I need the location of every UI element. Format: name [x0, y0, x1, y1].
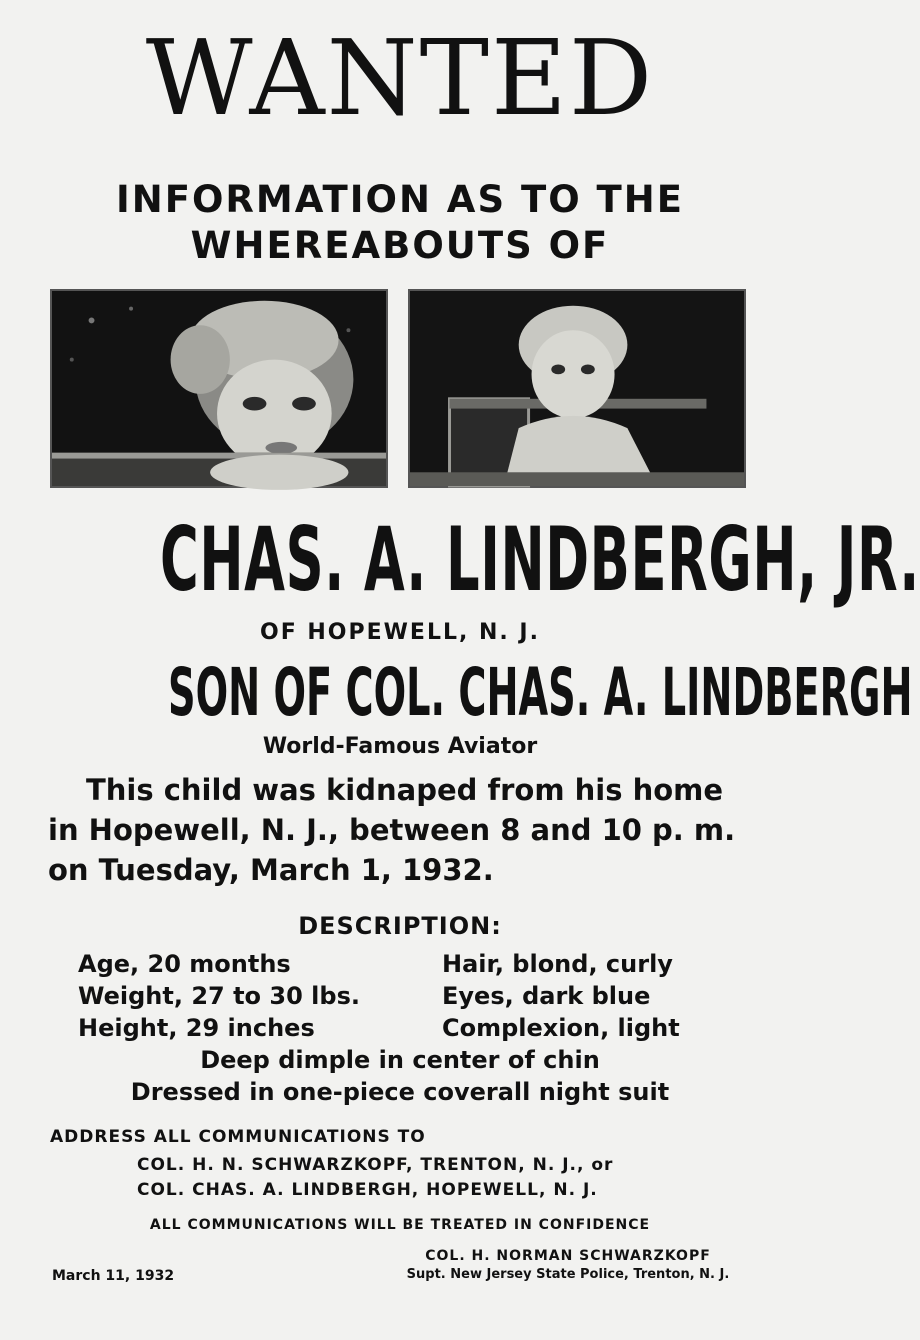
- poster-headline: WANTED: [145, 17, 655, 139]
- description-title: DESCRIPTION:: [298, 912, 502, 940]
- parent-line: SON OF COL. CHAS. A. LINDBERGH: [168, 654, 913, 731]
- child-photo-seated: [408, 289, 746, 488]
- description-complexion: Complexion, light: [442, 1014, 680, 1042]
- description-eyes: Eyes, dark blue: [442, 982, 651, 1010]
- child-seated-photo-image: [410, 291, 744, 486]
- subhead-line-2: WHEREABOUTS OF: [190, 224, 610, 267]
- parent-title: World-Famous Aviator: [262, 734, 538, 759]
- signature-name: COL. H. NORMAN SCHWARZKOPF: [425, 1248, 711, 1264]
- child-name: CHAS. A. LINDBERGH, JR.: [159, 508, 920, 611]
- description-height: Height, 29 inches: [78, 1014, 315, 1042]
- subhead-line-1: INFORMATION AS TO THE: [115, 178, 685, 221]
- description-age: Age, 20 months: [78, 950, 291, 978]
- child-face-photo-image: [52, 291, 386, 486]
- address-title: ADDRESS ALL COMMUNICATIONS TO: [50, 1127, 426, 1147]
- address-line-1: COL. H. N. SCHWARZKOPF, TRENTON, N. J., or: [137, 1155, 614, 1175]
- hometown: OF HOPEWELL, N. J.: [260, 620, 540, 645]
- paragraph-line-2: in Hopewell, N. J., between 8 and 10 p. m.: [48, 813, 736, 847]
- child-photo-closeup: [50, 289, 388, 488]
- description-right-column: [442, 948, 680, 1044]
- signature-title: Supt. New Jersey State Police, Trenton, N. J.: [406, 1267, 730, 1282]
- description-weight: Weight, 27 to 30 lbs.: [78, 982, 360, 1010]
- description-left-column: [78, 948, 360, 1044]
- confidence-notice: ALL COMMUNICATIONS WILL BE TREATED IN CONFIDENCE: [149, 1217, 651, 1233]
- description-clothing: Dressed in one-piece coverall night suit: [130, 1078, 670, 1106]
- paragraph-line-1: This child was kidnaped from his home: [86, 773, 724, 807]
- description-hair: Hair, blond, curly: [442, 950, 673, 978]
- paragraph-line-3: on Tuesday, March 1, 1932.: [48, 853, 494, 887]
- address-line-2: COL. CHAS. A. LINDBERGH, HOPEWELL, N. J.: [137, 1180, 598, 1200]
- poster-date: March 11, 1932: [52, 1268, 175, 1284]
- description-dimple: Deep dimple in center of chin: [200, 1046, 600, 1074]
